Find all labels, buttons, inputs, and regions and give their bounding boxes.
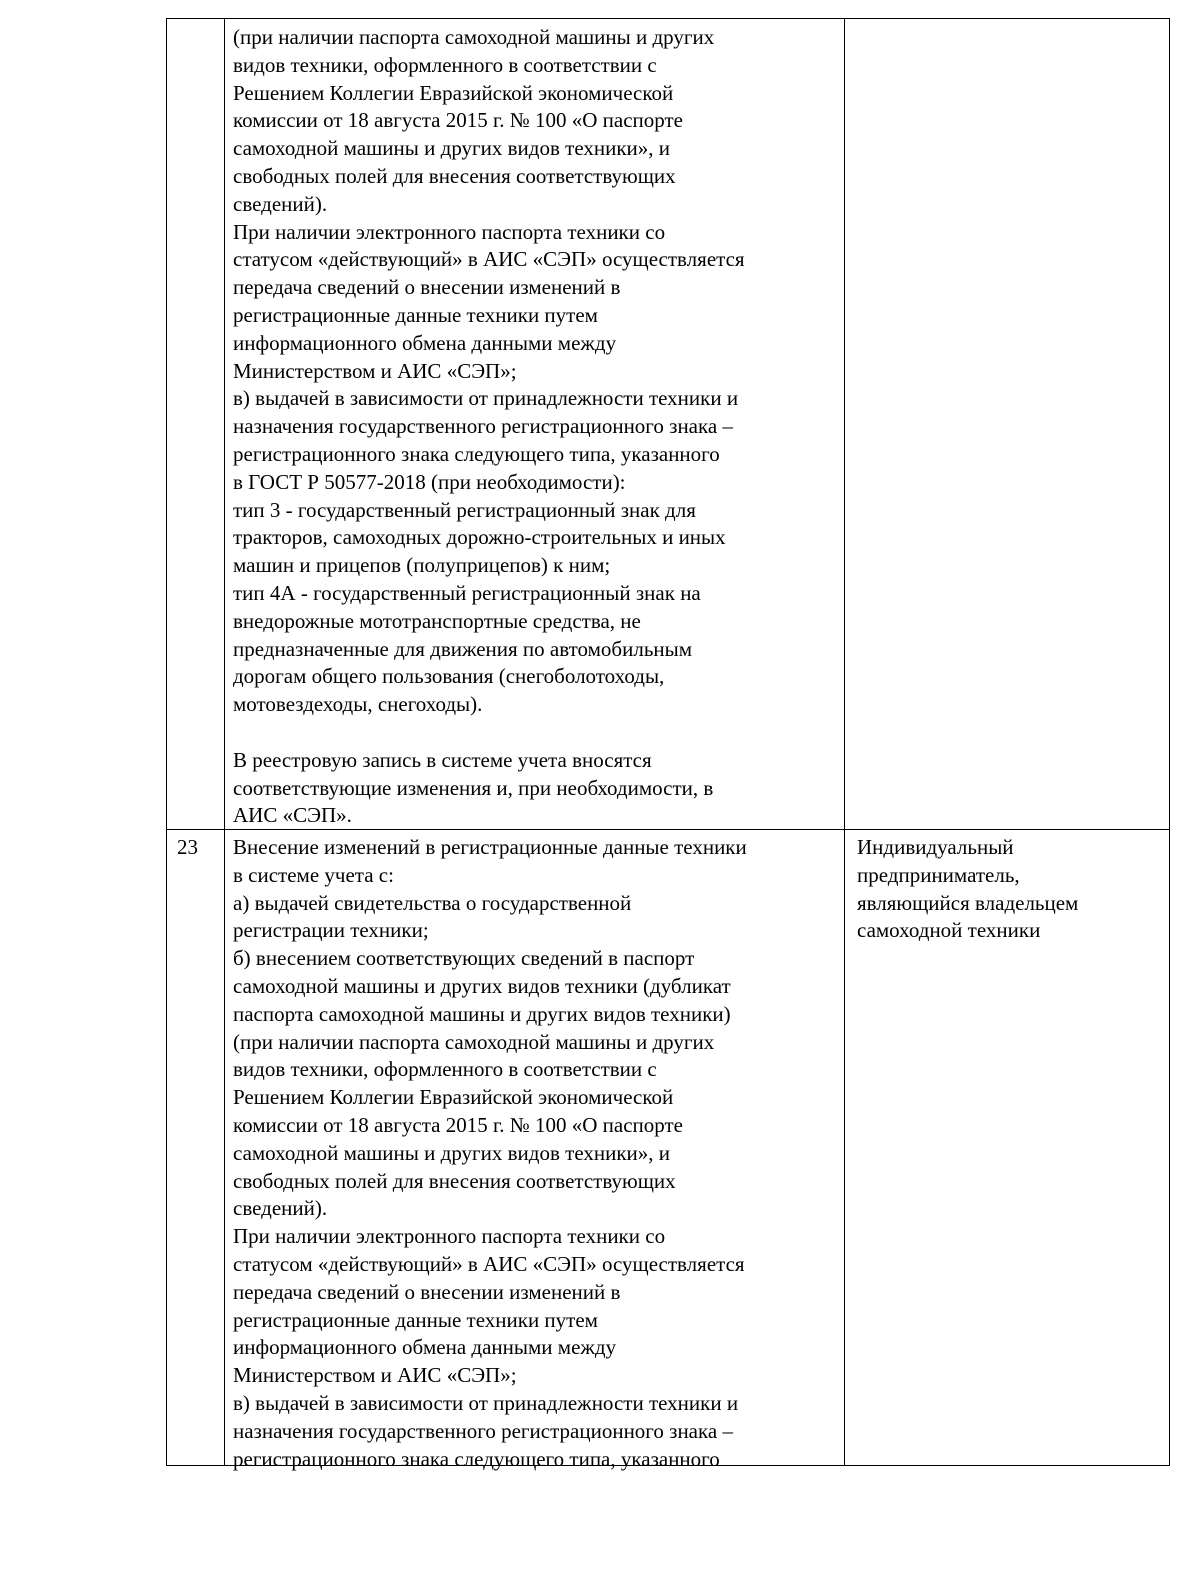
row-applicant-cell: Индивидуальный предприниматель, являющийся владельцем самоходной техники bbox=[857, 835, 1079, 943]
document-table bbox=[166, 18, 1170, 1471]
column-divider bbox=[844, 19, 845, 1465]
row-description-cell: Внесение изменений в регистрационные данные техники в системе учета с: а) выдачей свидетельства о государственной регистрации техники; б) внесением соответствующих сведений в паспорт самоходной машины и других видов техники (дубликат паспорта самоходной машины и других видов техники) (при наличии паспорта самоходной машины и других видов техники, оформленного в соответствии с Решением Коллегии Евразийской экономической комиссии от 18 августа 2015 г. № 100 «О паспорте самоходной машины и других видов техники», и свободных полей для внесения соответствующих сведений). При наличии электронного паспорта техники со статусом «действующий» в АИС «СЭП» осуществляется передача сведений о внесении изменений в регистрационные данные техники путем информационного обмена данными между Министерством и АИС «СЭП»; в) выдачей в зависимости от принадлежности техники и назначения государственного регистрационного знака – регистрационного знака следующего типа, указанного bbox=[233, 835, 747, 1471]
row-description-cell: (при наличии паспорта самоходной машины и других видов техники, оформленного в соответствии с Решением Коллегии Евразийской экономической комиссии от 18 августа 2015 г. № 100 «О паспорте самоходной машины и других видов техники», и свободных полей для внесения соответствующих сведений). При наличии электронного паспорта техники со статусом «действующий» в АИС «СЭП» осуществляется передача сведений о внесении изменений в регистрационные данные техники путем информационного обмена данными между Министерством и АИС «СЭП»; в) выдачей в зависимости от принадлежности техники и назначения государственного регистрационного знака – регистрационного знака следующего типа, указанного в ГОСТ Р 50577-2018 (при необходимости): тип 3 - государственный регистрационный знак для тракторов, самоходных дорожно-строительных и иных машин и прицепов (полуприцепов) к ним; тип 4А - государственный регистрационный знак на внедорожные мототранспортные средства, не предназначенные для движения по автомобильным дорогам общего пользования (снегоболотоходы, мотовездеходы, снегоходы). В реестровую запись в системе учета вносятся соответствующие изменения и, при необходимости, в АИС «СЭП». bbox=[233, 25, 745, 828]
column-divider bbox=[224, 19, 225, 1465]
row-number-cell: 23 bbox=[177, 835, 198, 859]
